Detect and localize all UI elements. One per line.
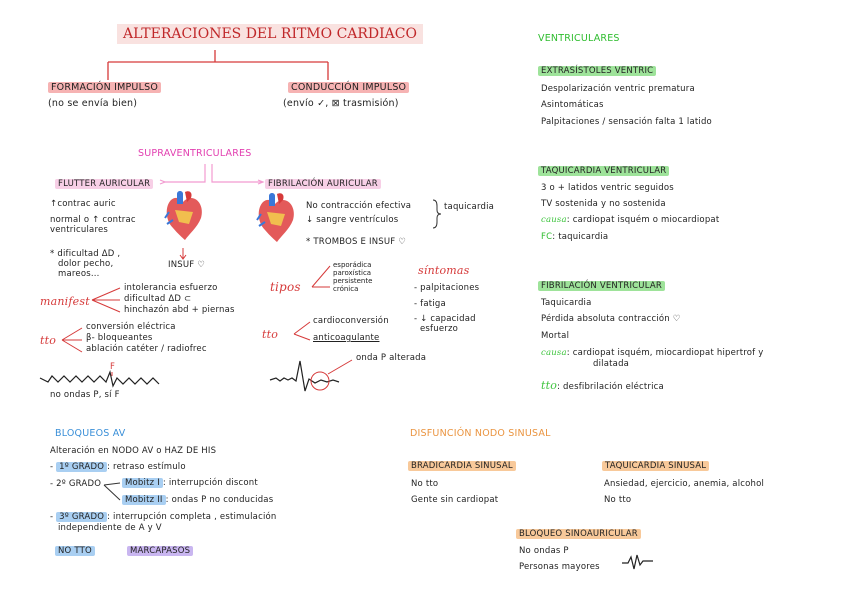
fibrilacion-ventricular-causa-b: dilatada bbox=[593, 359, 630, 369]
fibril-sintoma-3b: esfuerzo bbox=[420, 324, 459, 334]
bloqueos-grado-3: - 3º GRADO : interrupción completa , estimulación bbox=[50, 512, 277, 522]
bloqueos-marcapasos: MARCAPASOS bbox=[127, 546, 193, 556]
flutter-line-3b: dolor pecho, bbox=[58, 259, 114, 269]
fibril-tipo-1: esporádica bbox=[333, 261, 372, 269]
page-title: ALTERACIONES DEL RITMO CARDIACO bbox=[117, 24, 423, 44]
supra-heading: SUPRAVENTRICULARES bbox=[138, 148, 252, 159]
taquicardia-ventricular-line-1: 3 o + latidos ventric seguidos bbox=[541, 183, 674, 193]
bloqueos-grado-3b: independiente de A y V bbox=[58, 523, 162, 533]
flutter-insuf: INSUF ♡ bbox=[168, 260, 206, 270]
flutter-line-2a: normal o ↑ contrac bbox=[50, 215, 136, 225]
fibril-tipo-3: persistente bbox=[333, 277, 373, 285]
bloqueo-sinoauricular-line-1: No ondas P bbox=[519, 546, 569, 556]
disfuncion-heading: DISFUNCIÓN NODO SINUSAL bbox=[410, 428, 551, 439]
fibril-tipo-4: crónica bbox=[333, 285, 359, 293]
bloqueo-sinoauricular-heading: BLOQUEO SINOAURICULAR bbox=[516, 529, 641, 539]
flutter-tto-3: ablación catéter / radiofrec bbox=[86, 344, 207, 354]
fibril-line-2: ↓ sangre ventrículos bbox=[306, 215, 399, 225]
taquicardia-ventricular-fc: FC: taquicardia bbox=[541, 232, 609, 242]
bloqueos-grado-2: - 2º GRADO bbox=[50, 479, 102, 489]
flutter-tto-1: conversión eléctrica bbox=[86, 322, 176, 332]
fibril-line-3: * TROMBOS E INSUF ♡ bbox=[306, 237, 407, 247]
taquicardia-sinusal-line-2: No tto bbox=[604, 495, 632, 505]
taquicardia-sinusal-line-1: Ansiedad, ejercicio, anemia, alcohol bbox=[604, 479, 765, 489]
fibril-sintomas-label: síntomas bbox=[418, 264, 470, 277]
extrasistoles-line-3: Palpitaciones / sensación falta 1 latido bbox=[541, 117, 712, 127]
flutter-f-mark: F bbox=[110, 362, 116, 372]
bloqueos-no-tto: NO TTO bbox=[55, 546, 95, 556]
flutter-tto-label: tto bbox=[40, 334, 57, 347]
taquicardia-ventricular-line-2: TV sostenida y no sostenida bbox=[541, 199, 666, 209]
fibril-tipos-label: tipos bbox=[270, 280, 301, 294]
extrasistoles-line-2: Asintomáticas bbox=[541, 100, 604, 110]
fibril-side-note: taquicardia bbox=[444, 202, 495, 212]
bloqueos-grado-1: - 1º GRADO : retraso estímulo bbox=[50, 462, 186, 472]
fibril-sintoma-3a: - ↓ capacidad bbox=[414, 314, 476, 324]
fibril-line-1: No contracción efectiva bbox=[306, 201, 412, 211]
bloqueo-sinoauricular-line-2: Personas mayores bbox=[519, 562, 600, 572]
bloqueos-heading: BLOQUEOS AV bbox=[55, 428, 126, 439]
flutter-line-3c: mareos... bbox=[58, 269, 100, 279]
fibril-sintoma-2: - fatiga bbox=[414, 299, 446, 309]
fibrilacion-ventricular-heading: FIBRILACIÓN VENTRICULAR bbox=[538, 281, 665, 291]
flutter-ecg-note: no ondas P, sí F bbox=[50, 390, 120, 400]
formacion-heading: FORMACIÓN IMPULSO bbox=[48, 82, 161, 93]
bloqueos-mobitz-1: Mobitz I : interrupción discont bbox=[122, 478, 258, 488]
conduccion-heading: CONDUCCIÓN IMPULSO bbox=[288, 82, 409, 93]
taquicardia-sinusal-heading: TAQUICARDIA SINUSAL bbox=[602, 461, 709, 471]
conduccion-note: (envío ✓, ⊠ trasmisión) bbox=[283, 98, 399, 109]
fibril-sintoma-1: - palpitaciones bbox=[414, 283, 480, 293]
bradicardia-line-1: No tto bbox=[411, 479, 439, 489]
bradicardia-heading: BRADICARDIA SINUSAL bbox=[408, 461, 516, 471]
flutter-line-3a: * dificultad ΔD , bbox=[50, 249, 121, 259]
fibrilacion-ventricular-line-1: Taquicardia bbox=[541, 298, 592, 308]
flutter-manifest-3: hinchazón abd + piernas bbox=[124, 305, 235, 315]
bradicardia-line-2: Gente sin cardiopat bbox=[411, 495, 499, 505]
flutter-manifest-label: manifest bbox=[40, 295, 90, 308]
taquicardia-ventricular-heading: TAQUICARDIA VENTRICULAR bbox=[538, 166, 669, 176]
fibrilacion-ventricular-tto: tto: desfibrilación eléctrica bbox=[541, 379, 664, 392]
flutter-tto-2: β- bloqueantes bbox=[86, 333, 153, 343]
bloqueos-mobitz-2: Mobitz II : ondas P no conducidas bbox=[122, 495, 273, 505]
heart-illustration-fibrilacion bbox=[255, 192, 297, 244]
bloqueos-line-1: Alteración en NODO AV o HAZ DE HIS bbox=[50, 446, 217, 456]
fibril-tto-1: cardioconversión bbox=[313, 316, 389, 326]
taquicardia-ventricular-causa: causa: cardiopat isquém o miocardiopat bbox=[541, 215, 720, 225]
flutter-line-2b: ventriculares bbox=[50, 225, 109, 235]
flutter-manifest-2: dificultad ΔD ⊂ bbox=[124, 294, 192, 304]
flutter-manifest-1: intolerancia esfuerzo bbox=[124, 283, 218, 293]
fibrilacion-ventricular-line-2: Pérdida absoluta contracción ♡ bbox=[541, 314, 681, 324]
fibril-tto-label: tto bbox=[262, 328, 279, 341]
flutter-heading: FLUTTER AURICULAR bbox=[55, 179, 153, 189]
heart-illustration-flutter bbox=[163, 190, 205, 242]
formacion-note: (no se envía bien) bbox=[48, 98, 138, 109]
fibrilacion-ventricular-line-3: Mortal bbox=[541, 331, 570, 341]
fibril-onda-p: onda P alterada bbox=[356, 353, 427, 363]
flutter-line-1: ↑contrac auric bbox=[50, 199, 116, 209]
fibril-tipo-2: paroxística bbox=[333, 269, 372, 277]
fibril-tto-2: anticoagulante bbox=[313, 333, 380, 343]
ventriculares-heading: VENTRICULARES bbox=[538, 33, 620, 44]
fibrilacion-ventricular-causa: causa: cardiopat isquém, miocardiopat hipertrof y bbox=[541, 348, 764, 358]
extrasistoles-heading: EXTRASÍSTOLES VENTRIC bbox=[538, 66, 656, 76]
fibrilacion-auricular-heading: FIBRILACIÓN AURICULAR bbox=[265, 179, 381, 189]
extrasistoles-line-1: Despolarización ventric prematura bbox=[541, 84, 695, 94]
